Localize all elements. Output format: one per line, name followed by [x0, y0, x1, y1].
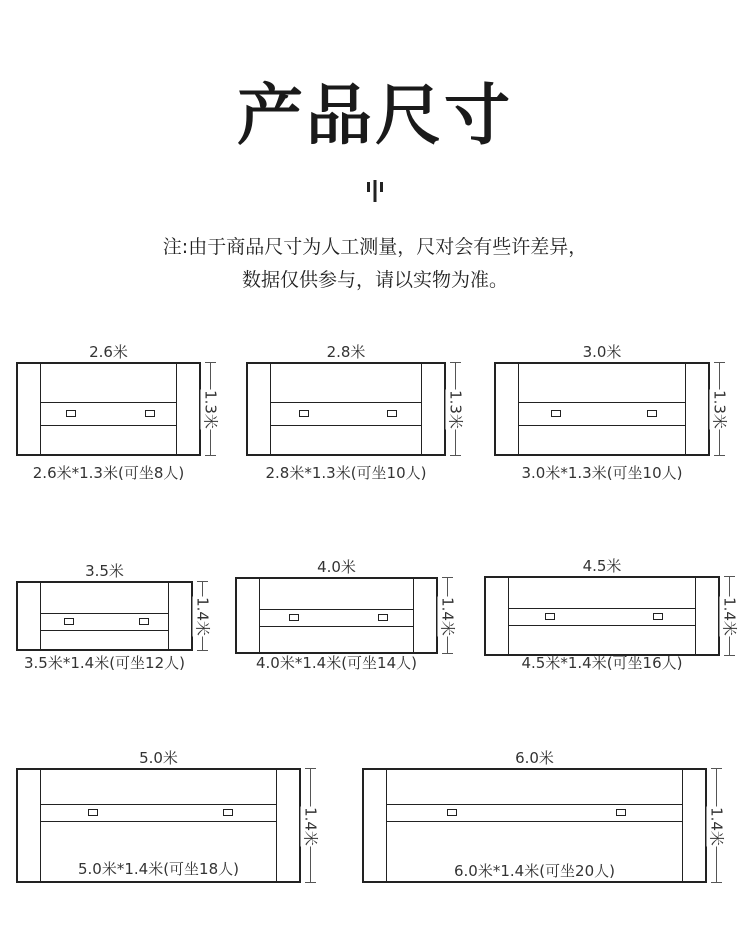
width-label: 4.5米 — [484, 555, 720, 576]
table-end-left — [18, 364, 41, 454]
size-caption: 6.0米*1.4米(可坐20人) — [453, 862, 615, 880]
table-end-right — [176, 364, 199, 454]
fitting-slot — [387, 410, 397, 417]
width-label: 4.0米 — [235, 556, 438, 577]
size-caption: 4.5米*1.4米(可坐16人) — [521, 654, 683, 672]
table-end-left — [486, 578, 509, 654]
table-top-outline — [235, 577, 438, 654]
table-center-rail — [40, 804, 277, 822]
table-end-right — [695, 578, 718, 654]
table-center-rail — [40, 613, 169, 631]
height-label: 1.3米 — [446, 390, 465, 429]
height-label: 1.4米 — [438, 596, 457, 636]
size-caption: 2.6米*1.3米(可坐8人) — [32, 464, 185, 482]
width-label: 5.0米 — [16, 747, 301, 768]
fitting-slot — [378, 614, 388, 621]
table-top-outline — [484, 576, 720, 656]
height-label: 1.4米 — [707, 806, 726, 846]
table-end-left — [237, 579, 260, 652]
fitting-slot — [289, 614, 299, 621]
table-top-outline — [246, 362, 446, 456]
width-label: 3.5米 — [16, 560, 193, 581]
width-label: 2.8米 — [246, 341, 446, 362]
fitting-slot — [88, 809, 98, 816]
table-end-left — [496, 364, 519, 454]
table-top-outline — [494, 362, 710, 456]
size-caption: 3.0米*1.3米(可坐10人) — [521, 464, 683, 482]
height-label: 1.4米 — [720, 597, 739, 636]
fitting-slot — [64, 618, 74, 625]
size-caption: 3.5米*1.4米(可坐12人) — [23, 654, 185, 672]
fitting-slot — [145, 410, 155, 417]
table-center-rail — [508, 608, 696, 626]
fitting-slot — [223, 809, 233, 816]
table-center-rail — [40, 402, 177, 426]
fitting-slot — [139, 618, 149, 625]
table-end-left — [18, 583, 41, 649]
fitting-slot — [616, 809, 626, 816]
table-end-right — [413, 579, 436, 652]
fitting-slot — [647, 410, 657, 417]
height-label: 1.4米 — [193, 597, 212, 636]
table-top-outline — [16, 362, 201, 456]
table-center-rail — [518, 402, 686, 426]
height-label: 1.3米 — [710, 390, 729, 429]
fitting-slot — [447, 809, 457, 816]
divider-icon — [366, 180, 384, 202]
table-end-right — [685, 364, 708, 454]
page-title: 产品尺寸 — [237, 77, 513, 154]
table-center-rail — [259, 609, 414, 627]
height-label: 1.4米 — [301, 806, 320, 846]
fitting-slot — [551, 410, 561, 417]
table-end-right — [168, 583, 191, 649]
fitting-slot — [653, 613, 663, 620]
size-caption: 4.0米*1.4米(可坐14人) — [255, 654, 417, 672]
table-top-outline — [16, 581, 193, 651]
table-center-rail — [386, 804, 683, 822]
size-caption: 5.0米*1.4米(可坐18人) — [77, 860, 239, 878]
width-label: 2.6米 — [16, 341, 201, 362]
table-end-left — [248, 364, 271, 454]
table-end-right — [421, 364, 444, 454]
fitting-slot — [66, 410, 76, 417]
width-label: 3.0米 — [494, 341, 710, 362]
note-line-2: 数据仅供参与，请以实物为准。 — [241, 269, 508, 291]
width-label: 6.0米 — [362, 747, 707, 768]
note-line-1: 注:由于商品尺寸为人工测量，尺对会有些许差异， — [162, 236, 588, 258]
size-caption: 2.8米*1.3米(可坐10人) — [265, 464, 427, 482]
table-center-rail — [270, 402, 422, 426]
fitting-slot — [545, 613, 555, 620]
fitting-slot — [299, 410, 309, 417]
height-label: 1.3米 — [201, 390, 220, 429]
